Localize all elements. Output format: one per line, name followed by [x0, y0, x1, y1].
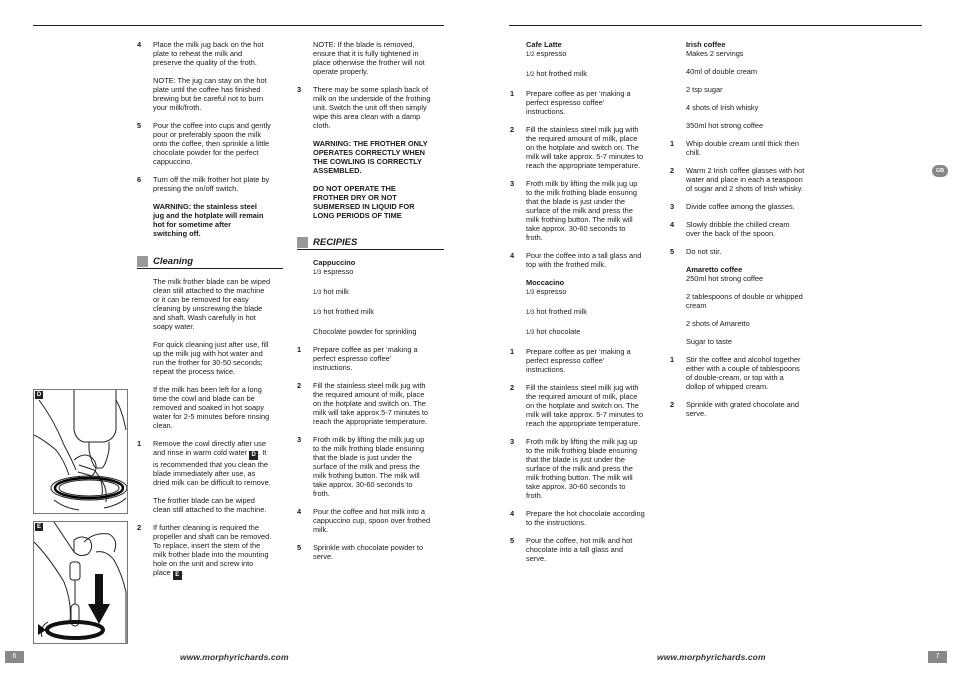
cleaning-body: [137, 277, 287, 589]
recipe-title: Cappuccino: [313, 258, 356, 267]
step-text: Warm 2 Irish coffee glasses with hot water and place in each a teaspoon of sugar and 2 shots of Irish whisky.: [686, 166, 805, 193]
step-text: Pour the coffee into a tall glass and top with the frothed milk.: [526, 251, 642, 269]
recipes-heading: [297, 236, 444, 250]
step: [297, 435, 447, 498]
step-number: 3: [510, 179, 515, 188]
step: [297, 507, 447, 534]
right-col-1: [510, 40, 662, 572]
wipe-note: The frother blade can be wiped clean still attached to the machine.: [153, 496, 267, 514]
step: [510, 89, 662, 116]
cappuccino-recipe: [297, 258, 447, 570]
step-text: Stir the coffee and alcohol together either with a couple of tablespoons of double-cream, or top with a dollop of whipped cream.: [686, 355, 801, 391]
top-rule-right: [509, 25, 922, 26]
step-text: There may be some splash back of milk on the underside of the frothing unit. Switch the unit off then simply wipe this area clean with a damp cloth.: [313, 85, 431, 130]
figure-e-label: E: [36, 524, 41, 530]
step: [670, 355, 822, 391]
figure-d-illustration: [33, 389, 128, 514]
ingredient: [313, 267, 447, 278]
step: [670, 166, 822, 193]
step: [137, 523, 287, 580]
step-number: 5: [297, 543, 302, 552]
step-text: Sprinkle with chocolate powder to serve.: [313, 543, 424, 561]
fraction: 1/3: [526, 310, 535, 316]
ingredient: [313, 307, 447, 318]
note: NOTE: The jug can stay on the hot plate until the coffee has finished brewing but be careful not to burn your milk/froth.: [153, 76, 267, 112]
ingredient: [526, 287, 662, 298]
step-number: 1: [510, 89, 515, 98]
fraction: 1/3: [313, 290, 322, 296]
recipe-title: Amaretto coffee: [686, 265, 743, 274]
step-number: 1: [670, 139, 675, 148]
moccacino-ingredients: [510, 278, 662, 338]
step-number: 5: [670, 247, 675, 256]
ingredient: 40ml of double cream: [686, 67, 758, 76]
step: [670, 220, 822, 238]
step-text: Pour the coffee into cups and gently pour or preferably spoon the milk onto the coffee, then sprinkle a little chocolate powder for the perfect cappuccino.: [153, 121, 271, 166]
step: [510, 509, 662, 527]
cowl-removal-drawing: [34, 390, 128, 514]
servings: Makes 2 servings: [686, 49, 744, 58]
step-number: 2: [670, 166, 675, 175]
step-number: 2: [510, 383, 515, 392]
section-marker: [137, 256, 148, 267]
ingredient: 250ml hot strong coffee: [686, 274, 764, 283]
step-number: 4: [670, 220, 675, 229]
step-number: 3: [297, 85, 302, 94]
step-text: Pour the coffee, hot milk and hot chocolate into a tall glass and serve.: [526, 536, 633, 563]
step-text: Froth milk by lifting the milk jug up to the milk frothing blade ensuring that the blade is just under the surface of the milk and press the milk frothing button. The milk will take approx. 30-60 seconds to froth.: [526, 437, 638, 500]
step-text: If further cleaning is required the propeller and shaft can be removed. To replace, insert the stem of the milk frother blade into the mounting hole on the unit and screw into place: [153, 523, 272, 577]
ingredient-text: espresso: [534, 49, 567, 58]
step-number: 3: [297, 435, 302, 444]
step: [670, 202, 822, 211]
left-col-1: [137, 40, 285, 247]
fraction: 1/2: [526, 52, 535, 58]
step-number: 5: [137, 121, 142, 130]
ingredient-text: hot frothed milk: [534, 69, 587, 78]
ingredient: [526, 307, 662, 318]
step-text: Prepare coffee as per ‘making a perfect espresso coffee’ instructions.: [526, 347, 631, 374]
ingredient: [526, 327, 662, 338]
step-text: Place the milk jug back on the hot plate to reheat the milk and preserve the quality of the froth.: [153, 40, 264, 67]
step-number: 1: [297, 345, 302, 354]
step-text: Froth milk by lifting the milk jug up to the milk frothing blade ensuring that the blade is just under the surface of the milk and press the milk frothing button. The milk will take approx. 30-60 seconds to froth.: [313, 435, 425, 498]
step-number: 2: [137, 523, 142, 532]
figure-e-illustration: [33, 521, 128, 644]
step-text: Fill the stainless steel milk jug with the required amount of milk, place on the hotplate and switch on. The milk will take approx. 5-7 minutes to reach the appropriate temperature.: [526, 125, 644, 170]
step: [297, 381, 447, 426]
ingredient-text: hot chocolate: [534, 327, 581, 336]
cleaning-paragraph: For quick cleaning just after use, fill up the milk jug with hot water and run the frother for 30-50 seconds; repeat the process twice.: [153, 340, 269, 376]
cleaning-paragraph: The milk frother blade can be wiped clean still attached to the machine or it can be removed for easy cleaning by unscrewing the blade and shaft. Wash carefully in hot soapy water.: [153, 277, 271, 331]
ingredient-text: espresso: [534, 287, 567, 296]
fraction: 1/3: [313, 270, 322, 276]
page-number-right: 7: [928, 651, 947, 663]
step-number: 2: [297, 381, 302, 390]
ingredient-text: hot frothed milk: [321, 307, 374, 316]
step-text: Prepare coffee as per ‘making a perfect espresso coffee’ instructions.: [313, 345, 418, 372]
step: [510, 125, 662, 170]
step-text: Fill the stainless steel milk jug with the required amount of milk, place on the hotplate and switch on. The milk will take approx. 5-7 minutes to reach the appropriate temperature.: [526, 383, 644, 428]
step-text: Fill the stainless steel milk jug with the required amount of milk, place on the hotplate and switch on. The milk will take approx.5-7 minutes to reach the appropriate temperature.: [313, 381, 429, 426]
cleaning-title: Cleaning: [153, 256, 194, 267]
ingredient: Chocolate powder for sprinkling: [313, 327, 417, 336]
fraction: 1/3: [526, 290, 535, 296]
figure-ref-e: E: [173, 571, 182, 580]
cafe-latte-ingredients: [510, 40, 662, 80]
step-text: Sprinkle with grated chocolate and serve.: [686, 400, 799, 418]
step: [137, 121, 285, 166]
cleaning-heading: [137, 255, 283, 269]
step: [137, 175, 285, 193]
step-text: Froth milk by lifting the milk jug up to the milk frothing blade ensuring that the blade is just under the surface of the milk and press the milk frothing button. The milk will take approx. 30-60 seconds to froth.: [526, 179, 638, 242]
step-number: 4: [510, 509, 515, 518]
step: [137, 40, 285, 67]
ingredient-text: espresso: [321, 267, 354, 276]
step-text: .: [181, 568, 184, 577]
step-number: 3: [510, 437, 515, 446]
recipe-title: Irish coffee: [686, 40, 726, 49]
step-text: Whip double cream until thick then chill.: [686, 139, 799, 157]
recipe-title: Cafe Latte: [526, 40, 562, 49]
step-number: 4: [297, 507, 302, 516]
blade-insertion-drawing: [34, 522, 128, 644]
step: [297, 85, 447, 130]
step-number: 1: [137, 439, 142, 448]
step-number: 2: [510, 125, 515, 134]
right-col-2: [670, 40, 822, 427]
step-text: Pour the coffee and hot milk into a cappuccino cup, spoon over frothed milk.: [313, 507, 431, 534]
ingredient: 350ml hot strong coffee: [686, 121, 764, 130]
step: [670, 139, 822, 157]
recipe-title: Moccacino: [526, 278, 565, 287]
step: [510, 179, 662, 242]
step-text: Divide coffee among the glasses.: [686, 202, 795, 211]
recipes-title: RECIPIES: [313, 237, 358, 248]
top-rule-left: [33, 25, 444, 26]
left-col-2: [297, 40, 447, 229]
warning-dry: DO NOT OPERATE THE FROTHER DRY OR NOT SUBMERSED IN LIQUID FOR LONG PERIODS OF TIME: [313, 184, 415, 220]
step-text: Prepare coffee as per ‘making a perfect espresso coffee’ instructions.: [526, 89, 631, 116]
ingredient: 4 shots of Irish whisky: [686, 103, 759, 112]
ingredient: [313, 287, 447, 298]
step: [670, 400, 822, 418]
step-text: Turn off the milk frother hot plate by pressing the on/off switch.: [153, 175, 270, 193]
fraction: 1/2: [526, 72, 535, 78]
figure-ref-d: D: [249, 451, 258, 460]
step: [510, 251, 662, 269]
ingredient: 2 shots of Amaretto: [686, 319, 750, 328]
page-number-left: 6: [5, 651, 24, 663]
warning-cowling: WARNING: THE FROTHER ONLY OPERATES CORRECTLY WHEN THE COWLING IS CORRECTLY ASSEMBLED.: [313, 139, 428, 175]
language-tab: GB: [932, 165, 948, 177]
ingredient-text: hot milk: [321, 287, 349, 296]
step: [510, 383, 662, 428]
fraction: 1/3: [526, 330, 535, 336]
ingredient: [526, 49, 662, 60]
footer-url-right: www.morphyrichards.com: [657, 652, 766, 662]
step-number: 4: [137, 40, 142, 49]
figure-d-label: D: [36, 392, 42, 398]
step: [670, 247, 822, 256]
ingredient: 2 tablespoons of double or whipped cream: [686, 292, 803, 310]
step-text: . It is recommended that you clean the blade immediately after use, as dried milk can be difficult to remove.: [153, 448, 271, 487]
fraction: 1/3: [313, 310, 322, 316]
step-number: 4: [510, 251, 515, 260]
step: [510, 347, 662, 374]
footer-url-left: www.morphyrichards.com: [180, 652, 289, 662]
step-number: 1: [510, 347, 515, 356]
ingredient-text: hot frothed milk: [534, 307, 587, 316]
step: [137, 439, 287, 487]
step: [297, 543, 447, 561]
step-number: 3: [670, 202, 675, 211]
step-number: 1: [670, 355, 675, 364]
ingredients: [297, 258, 447, 336]
ingredient: 2 tsp sugar: [686, 85, 723, 94]
step-text: Remove the cowl directly after use and rinse in warm cold water: [153, 439, 266, 457]
step: [510, 536, 662, 563]
step-text: Prepare the hot chocolate according to the instructions.: [526, 509, 645, 527]
step-number: 2: [670, 400, 675, 409]
step-number: 6: [137, 175, 142, 184]
step-text: Slowly dribble the chilled cream over the back of the spoon.: [686, 220, 790, 238]
amaretto-ingredients: [670, 265, 822, 346]
step-text: Do not stir.: [686, 247, 722, 256]
step: [297, 345, 447, 372]
section-marker: [297, 237, 308, 248]
cleaning-paragraph: If the milk has been left for a long time the cowl and blade can be removed and soaked in hot soapy water for 2-5 minutes before rinsing clean.: [153, 385, 270, 430]
warning: WARNING: the stainless steel jug and the hotplate will remain hot for sometime after switching off.: [153, 202, 264, 238]
step: [510, 437, 662, 500]
ingredient: Sugar to taste: [686, 337, 733, 346]
blade-note: NOTE: If the blade is removed, ensure that it is fully tightened in place otherwise the frother will not operate properly.: [313, 40, 425, 76]
irish-coffee-ingredients: [670, 40, 822, 130]
step-number: 5: [510, 536, 515, 545]
ingredient: [526, 69, 662, 80]
